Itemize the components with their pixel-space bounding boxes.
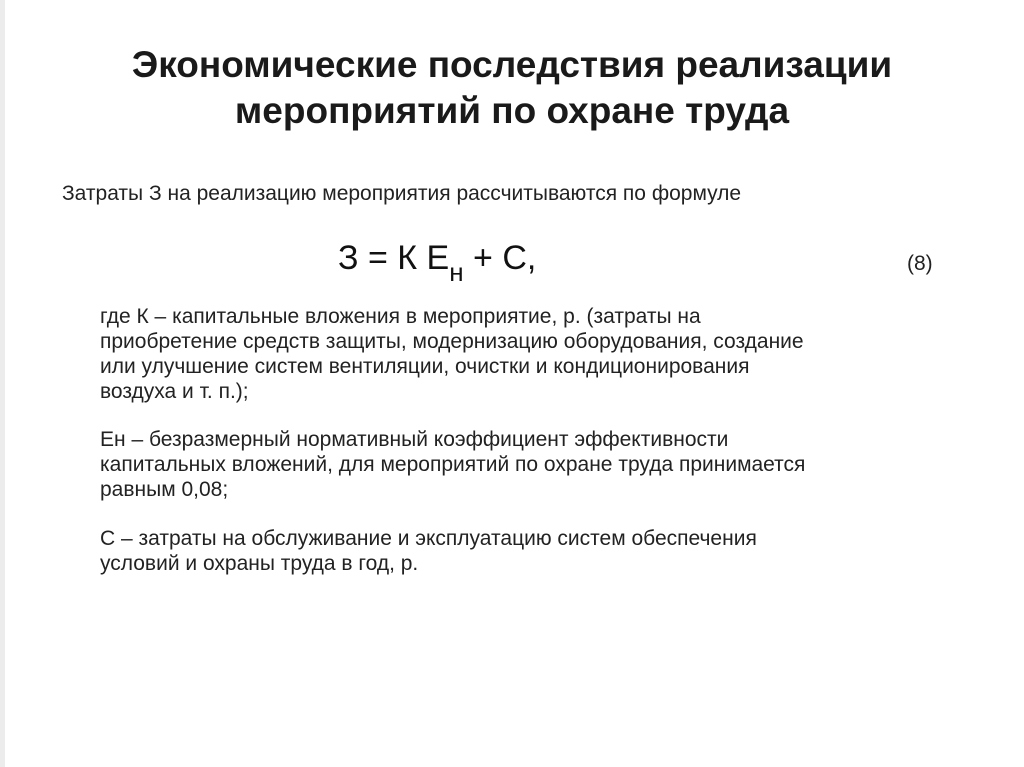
formula-right: + С, xyxy=(463,239,537,277)
definition-c xyxy=(100,526,980,576)
definition-line: Ен – безразмерный нормативный коэффициент эффективности xyxy=(100,428,729,451)
formula-subscript: н xyxy=(449,257,464,287)
definition-line: где К – капитальные вложения в мероприятие, р. (затраты на xyxy=(100,305,701,328)
slide-title xyxy=(0,42,1024,134)
definition-line: капитальных вложений, для мероприятий по охране труда принимается xyxy=(100,453,806,476)
equation-number: (8) xyxy=(907,252,933,275)
formula xyxy=(338,236,537,287)
definition-line: приобретение средств защиты, модернизацию оборудования, создание xyxy=(100,330,804,353)
title-line-2: мероприятий по охране труда xyxy=(234,90,790,131)
intro-text: Затраты З на реализацию мероприятия рассчитываются по формуле xyxy=(62,182,742,205)
definition-line: С – затраты на обслуживание и эксплуатацию систем обеспечения xyxy=(100,527,757,550)
definition-k xyxy=(100,304,980,404)
formula-left: З = К Е xyxy=(338,239,450,277)
title-line-1: Экономические последствия реализации xyxy=(131,44,893,85)
definition-line: условий и охраны труда в год, р. xyxy=(100,552,419,575)
definition-line: или улучшение систем вентиляции, очистки и кондиционирования xyxy=(100,355,750,378)
definition-line: воздуха и т. п.); xyxy=(100,380,249,403)
definition-line: равным 0,08; xyxy=(100,478,229,501)
definition-en xyxy=(100,427,980,502)
